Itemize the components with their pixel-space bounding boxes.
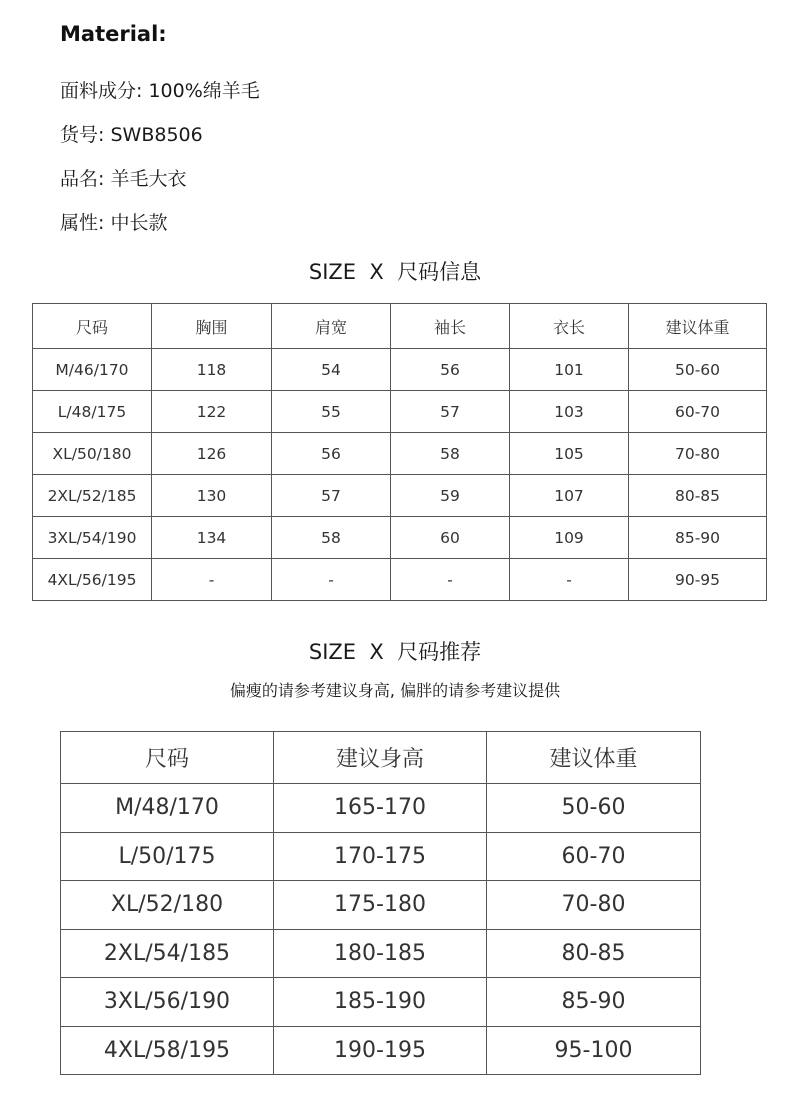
attr-label: 货号 — [60, 124, 99, 146]
header-cell: 肩宽 — [272, 304, 391, 349]
table-row — [33, 559, 767, 601]
header-cell: 建议身高 — [274, 732, 487, 784]
table-cell: 80-85 — [487, 929, 701, 978]
table-cell: 60-70 — [629, 391, 767, 433]
table-cell: 180-185 — [274, 929, 487, 978]
table-cell: 56 — [272, 433, 391, 475]
table-cell: 54 — [272, 349, 391, 391]
table-cell: 57 — [272, 475, 391, 517]
table-row — [61, 784, 701, 833]
table-cell: 130 — [152, 475, 272, 517]
header-cell: 建议体重 — [487, 732, 701, 784]
table-cell: - — [510, 559, 629, 601]
table-cell: 59 — [391, 475, 510, 517]
table-row — [33, 349, 767, 391]
table-cell: 95-100 — [487, 1026, 701, 1075]
table-row — [61, 1026, 701, 1075]
header-cell: 胸围 — [152, 304, 272, 349]
table-cell: 185-190 — [274, 978, 487, 1027]
size-info-table — [32, 303, 767, 601]
table-cell: - — [152, 559, 272, 601]
attr-value: 100%绵羊毛 — [148, 80, 260, 102]
table-cell: M/48/170 — [61, 784, 274, 833]
table-row — [33, 391, 767, 433]
table-cell: 56 — [391, 349, 510, 391]
table-cell: 101 — [510, 349, 629, 391]
table-row — [33, 475, 767, 517]
table-cell: 126 — [152, 433, 272, 475]
table-cell: - — [272, 559, 391, 601]
table-cell: 90-95 — [629, 559, 767, 601]
header-cell: 尺码 — [61, 732, 274, 784]
table-cell: 58 — [391, 433, 510, 475]
size-recommend-header-row — [61, 732, 701, 784]
table-row — [33, 517, 767, 559]
table-cell: 175-180 — [274, 881, 487, 930]
table-cell: - — [391, 559, 510, 601]
table-cell: L/48/175 — [33, 391, 152, 433]
size-recommend-table — [60, 731, 701, 1075]
attr-label: 品名 — [60, 168, 99, 190]
table-cell: 70-80 — [487, 881, 701, 930]
table-cell: 4XL/58/195 — [61, 1026, 274, 1075]
header-cell: 建议体重 — [629, 304, 767, 349]
material-line-product-name: 品名: 羊毛大衣 — [60, 168, 187, 190]
material-heading: Material: — [60, 22, 167, 46]
size-info-header-row — [33, 304, 767, 349]
table-cell: 190-195 — [274, 1026, 487, 1075]
material-line-fabric: 面料成分: 100%绵羊毛 — [60, 80, 260, 102]
table-cell: 60 — [391, 517, 510, 559]
table-cell: 4XL/56/195 — [33, 559, 152, 601]
table-cell: 3XL/56/190 — [61, 978, 274, 1027]
attr-label: 属性 — [60, 212, 99, 234]
header-cell: 袖长 — [391, 304, 510, 349]
table-cell: 85-90 — [487, 978, 701, 1027]
table-cell: 134 — [152, 517, 272, 559]
table-row — [61, 929, 701, 978]
size-recommend-subtitle: 偏瘦的请参考建议身高, 偏胖的请参考建议提供 — [229, 681, 561, 700]
table-cell: 103 — [510, 391, 629, 433]
table-cell: 2XL/54/185 — [61, 929, 274, 978]
size-info-title: SIZE X 尺码信息 — [308, 260, 482, 284]
table-cell: 57 — [391, 391, 510, 433]
table-row — [61, 832, 701, 881]
table-row — [33, 433, 767, 475]
table-cell: 109 — [510, 517, 629, 559]
table-cell: 50-60 — [629, 349, 767, 391]
table-row — [61, 881, 701, 930]
table-cell: 165-170 — [274, 784, 487, 833]
table-cell: 85-90 — [629, 517, 767, 559]
attr-value: SWB8506 — [110, 124, 203, 146]
attr-label: 面料成分 — [60, 80, 137, 102]
table-cell: 58 — [272, 517, 391, 559]
table-cell: 55 — [272, 391, 391, 433]
table-cell: L/50/175 — [61, 832, 274, 881]
attr-value: 中长款 — [110, 212, 168, 234]
size-recommend-title: SIZE X 尺码推荐 — [308, 640, 482, 664]
material-line-attribute: 属性: 中长款 — [60, 212, 168, 234]
table-cell: 170-175 — [274, 832, 487, 881]
attr-value: 羊毛大衣 — [110, 168, 187, 190]
table-cell: M/46/170 — [33, 349, 152, 391]
table-cell: 107 — [510, 475, 629, 517]
table-cell: 2XL/52/185 — [33, 475, 152, 517]
table-row — [61, 978, 701, 1027]
table-cell: 80-85 — [629, 475, 767, 517]
table-cell: 122 — [152, 391, 272, 433]
material-line-item-no: 货号: SWB8506 — [60, 124, 203, 146]
table-cell: 50-60 — [487, 784, 701, 833]
table-cell: XL/50/180 — [33, 433, 152, 475]
header-cell: 衣长 — [510, 304, 629, 349]
table-cell: XL/52/180 — [61, 881, 274, 930]
table-cell: 60-70 — [487, 832, 701, 881]
table-cell: 118 — [152, 349, 272, 391]
header-cell: 尺码 — [33, 304, 152, 349]
table-cell: 3XL/54/190 — [33, 517, 152, 559]
table-cell: 70-80 — [629, 433, 767, 475]
table-cell: 105 — [510, 433, 629, 475]
